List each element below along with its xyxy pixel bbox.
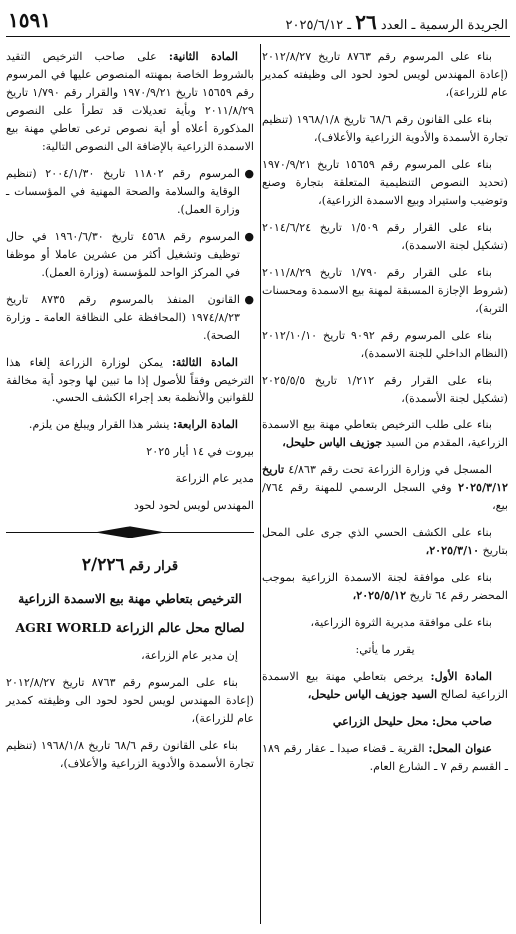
bullet-text: القانون المنفذ بالمرسوم رقم ٨٧٣٥ تاريخ ١٩٧٤/٨/٢٣ (المحافظة على النظافة العامة ـ وزارة الصحة).: [6, 292, 240, 342]
decision-title: [6, 552, 254, 580]
citation-paragraph: بناء على المرسوم رقم ٨٧٦٣ تاريخ ٢٠١٢/٨/٢٧ (إعادة المهندس لويس لحود لحود الى وظيفته كمدير عام للزراعة)،: [6, 676, 254, 726]
inspection-text: بناء على الكشف الحسي الذي جرى على المحل بتاريخ: [262, 526, 508, 558]
directorate-paragraph: بناء على موافقة مديرية الثروة الزراعية،: [310, 616, 492, 630]
article-four-text: ينشر هذا القرار ويبلغ من يلزم.: [28, 418, 170, 432]
applicant-paragraph: [262, 416, 508, 452]
signature-place-date: بيروت في ١٤ أيار ٢٠٢٥: [146, 445, 254, 459]
inspection-date: ٢٠٢٥/٣/١٠،: [425, 544, 480, 558]
decision-subtitle: الترخيص بتعاطي مهنة بيع الاسمدة الزراعية: [18, 590, 242, 606]
left-column: [6, 48, 254, 782]
citation-paragraph: بناء على المرسوم رقم ١٥٦٥٩ تاريخ ١٩٧٠/٩/٢١ (تحديد النصوص التنظيمية المتعلقة بتجارة وصنع وتوضيب واستيراد وبيع الاسمدة الزراعية)،: [262, 157, 508, 207]
citation-paragraph: بناء على القانون رقم ٦٨/٦ تاريخ ١٩٦٨/١/٨ (تنظيم تجارة الأسمدة والأدوية الزراعية والأعلاف)،: [262, 112, 508, 144]
applicant-name: جوزيف الياس حليحل،: [282, 436, 383, 450]
committee-date: ٢٠٢٥/٥/١٢،: [352, 589, 407, 603]
bullet-icon: ●: [244, 229, 254, 243]
decision-intro: إن مدير عام الزراعة،: [141, 649, 238, 663]
decides-line: يقرر ما يأتي:: [355, 643, 415, 657]
bullet-item: [6, 228, 254, 282]
bullet-item: [6, 291, 254, 345]
shop-owner-value: محل حليحل الزراعي: [332, 715, 429, 729]
registration-post: وفي السجل الرسمي للمهنة رقم ٧٦٤/ بيع،: [262, 481, 508, 513]
bullet-text: المرسوم رقم ٤٥٦٨ تاريخ ١٩٦٠/٦/٣٠ في حال توظيف وتشغيل أكثر من عشرين عاملا أو موظفا في المركز الواحد للمؤسسة (وزارة العمل).: [6, 229, 240, 279]
citation-paragraph: بناء على المرسوم رقم ٨٧٦٣ تاريخ ٢٠١٢/٨/٢٧ (إعادة المهندس لويس لحود لحود الى وظيفته كمدير عام للزراعة)،: [262, 50, 508, 99]
bullet-icon: ●: [244, 292, 254, 306]
shop-address-label: عنوان المحل:: [428, 742, 493, 756]
citation-paragraph: بناء على القرار رقم ١/٥٠٩ تاريخ ٢٠١٤/٦/٢٤ (تشكيل لجنة الاسمدة)،: [262, 220, 508, 252]
decision-subtitle-shop: لصالح محل عالم الزراعة AGRI WORLD: [15, 620, 245, 636]
bullet-text: المرسوم رقم ١١٨٠٢ تاريخ ٢٠٠٤/١/٣٠ (تنظيم الوقاية والسلامة والصحة المهنية في المؤسسات ـ وزارة العمل).: [6, 166, 240, 216]
citation-paragraph: بناء على القانون رقم ٦٨/٦ تاريخ ١٩٦٨/١/٨ (تنظيم تجارة الأسمدة والأدوية الزراعية والأعلاف)،: [6, 739, 254, 771]
page-number: ١٥٩١: [8, 8, 51, 32]
article-one-label: المادة الأول:: [430, 670, 492, 684]
article-one-name: السيد جوزيف الياس حليحل،: [307, 688, 438, 702]
shop-owner-line: [262, 713, 508, 731]
citation-paragraph: بناء على القرار رقم ١/٧٩٠ تاريخ ٢٠١١/٨/٢٩ (شروط الإجازة المسبقة لمهنة بيع الاسمدة ومحسنات التربة)،: [262, 265, 508, 315]
publication-name: الجريدة الرسمية ـ العدد: [380, 18, 508, 33]
article-one-text: يرخص بتعاطي مهنة بيع الاسمدة الزراعية لصالح: [262, 670, 508, 702]
shop-address-line: [262, 740, 508, 776]
citation-paragraph: بناء على المرسوم رقم ٩٠٩٢ تاريخ ٢٠١٢/١٠/١٠ (النظام الداخلي للجنة الاسمدة)،: [262, 328, 508, 360]
issue-date: ـ ٢٠٢٥/٦/١٢: [285, 18, 352, 33]
committee-text: بناء على موافقة لجنة الاسمدة الزراعية بموجب المحضر رقم ٦٤ تاريخ: [262, 571, 508, 603]
committee-paragraph: [262, 569, 508, 605]
shop-owner-label: صاحب محل:: [431, 715, 492, 729]
header-title: [286, 10, 508, 34]
article-three-label: المادة الثالثة:: [171, 355, 238, 369]
article-two-text: على صاحب الترخيص التقيد بالشروط الخاصة بمهنته المنصوص عليها في المرسوم رقم ١٥٦٥٩ تاريخ ١٩٧٠/٩/٢١ والقرار رقم ١/٧٩٠ تاريخ ٢٠١١/٨/٢٩ وبأية تعديلات قد تطرأ على النصوص المذكورة أعلاه أو أية نصوص ترعى تعاطي مهنة بيع الاسمدة الزراعية بالإضافة الى النصوص التالية:: [6, 50, 254, 153]
article-three-text: يمكن لوزارة الزراعة إلغاء هذا الترخيص وفقاً للأصول إذا ما تبين لها وجود أية مخالفة للقوانين والأنظمة بعد إجراء الكشف الحسي.: [6, 355, 254, 405]
signature-name: المهندس لويس لحود لحود: [133, 499, 254, 513]
article-two-label: المادة الثانية:: [168, 50, 238, 63]
applicant-text: بناء على طلب الترخيص بتعاطي مهنة بيع الاسمدة الزراعية، المقدم من السيد: [262, 418, 508, 450]
article-four-label: المادة الرابعة:: [172, 418, 238, 432]
article-four: [6, 416, 254, 434]
article-three: [6, 354, 254, 408]
separator-ornament: [95, 526, 165, 538]
citation-paragraph: بناء على القرار رقم ١/٢١٢ تاريخ ٢٠٢٥/٥/٥ (تشكيل لجنة الأسمدة)،: [262, 373, 508, 405]
registration-paragraph: [262, 461, 508, 515]
decision-number: ٢/٢٢٦: [81, 555, 125, 576]
article-two: [6, 48, 254, 156]
right-column: [262, 48, 508, 785]
section-separator: [6, 524, 254, 542]
registration-date: تاريخ ٢٠٢٥/٣/١٢: [262, 463, 508, 495]
issue-number: ٢٦: [355, 10, 377, 34]
shop-address-value: القرية ـ قضاء صيدا ـ عقار رقم ١٨٩ ـ القسم رقم ٧ ـ الشارع العام.: [262, 742, 508, 773]
page-header: [6, 6, 510, 37]
article-one: [262, 668, 508, 704]
column-divider: [260, 44, 261, 924]
bullet-item: [6, 165, 254, 219]
bullet-icon: ●: [244, 166, 254, 180]
decision-title-pre: قرار رقم: [129, 559, 179, 575]
inspection-paragraph: [262, 524, 508, 560]
signature-role: مدير عام الزراعة: [175, 472, 254, 486]
registration-pre: المسجل في وزارة الزراعة تحت رقم ٤/٨٦٣: [288, 463, 492, 477]
